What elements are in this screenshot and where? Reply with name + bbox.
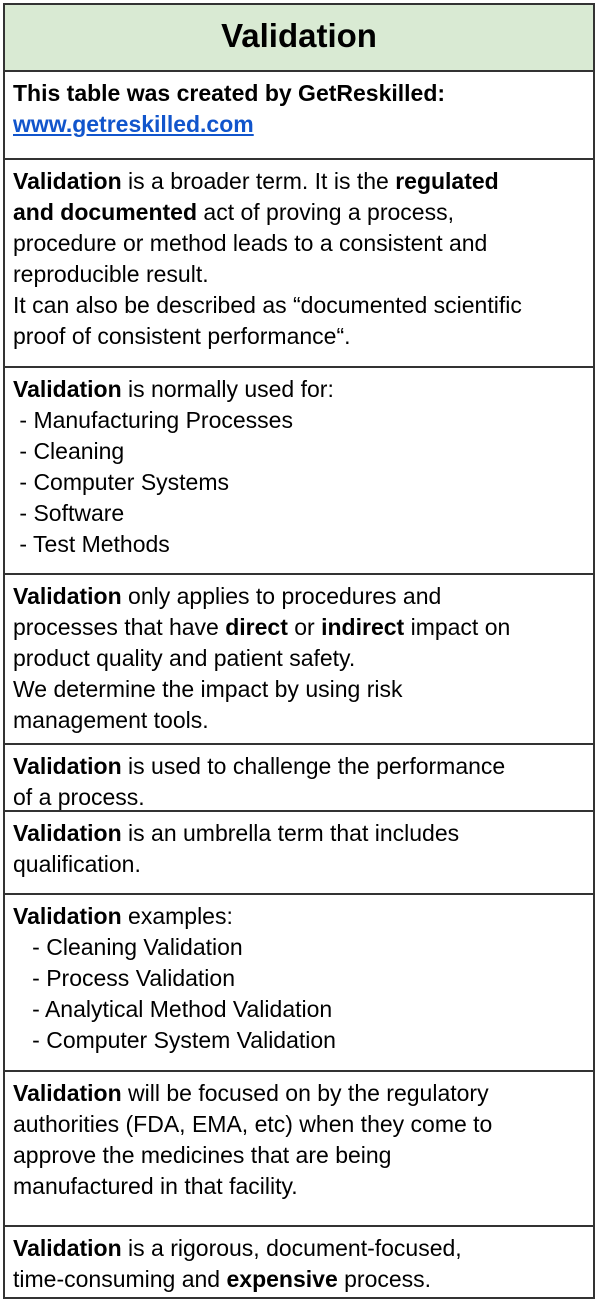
text-line <box>13 751 585 782</box>
text: is a broader term. It is the <box>121 168 396 194</box>
text-line <box>13 1025 585 1056</box>
bold-text: Validation <box>13 903 122 929</box>
table-row <box>5 1227 593 1299</box>
text: - Software <box>13 500 125 526</box>
text-line <box>13 849 585 880</box>
text-line <box>13 529 585 560</box>
text: - Analytical Method Validation <box>13 996 333 1022</box>
text: approve the medicines that are being <box>13 1142 392 1168</box>
text: act of proving a process, <box>197 199 454 225</box>
text-line <box>13 78 585 109</box>
validation-table <box>3 3 595 1299</box>
bold-text: Validation <box>13 583 122 609</box>
text-line <box>13 782 585 812</box>
bold-text: expensive <box>226 1266 338 1292</box>
text: manufactured in that facility. <box>13 1173 298 1199</box>
text-line <box>13 818 585 849</box>
text-line <box>13 1264 585 1295</box>
text: is a rigorous, document-focused, <box>121 1235 462 1261</box>
text: - Manufacturing Processes <box>13 407 293 433</box>
text: or <box>287 614 322 640</box>
text-line <box>13 612 585 643</box>
text: of a process. <box>13 784 145 810</box>
text: product quality and patient safety. <box>13 645 356 671</box>
table-row <box>5 895 593 1072</box>
text-line <box>13 1233 585 1264</box>
text-line <box>13 197 585 228</box>
text-line <box>13 374 585 405</box>
table-row <box>5 368 593 575</box>
bold-text: Validation <box>13 1235 122 1261</box>
table-row <box>5 745 593 812</box>
table-row <box>5 812 593 895</box>
text: will be focused on by the regulatory <box>121 1080 489 1106</box>
bold-text: regulated <box>395 168 499 194</box>
table-row <box>5 160 593 368</box>
text: procedure or method leads to a consistent and <box>13 230 488 256</box>
text: qualification. <box>13 851 141 877</box>
text: proof of consistent performance“. <box>13 323 351 349</box>
text: - Process Validation <box>13 965 236 991</box>
getreskilled-link[interactable]: www.getreskilled.com <box>13 111 254 137</box>
text-line <box>13 405 585 436</box>
text: examples: <box>121 903 233 929</box>
bold-text: direct <box>225 614 288 640</box>
text: - Computer Systems <box>13 469 229 495</box>
text-line <box>13 705 585 736</box>
text-line <box>13 290 585 321</box>
text-line <box>13 467 585 498</box>
text: time-consuming and <box>13 1266 227 1292</box>
text: is an umbrella term that includes <box>121 820 460 846</box>
text-line <box>13 109 585 140</box>
text: reproducible result. <box>13 261 209 287</box>
text: - Cleaning Validation <box>13 934 243 960</box>
bold-text: Validation <box>13 1080 122 1106</box>
bold-text: Validation <box>13 168 122 194</box>
table-row <box>5 575 593 745</box>
text-line <box>13 436 585 467</box>
text-line <box>13 674 585 705</box>
text: - Computer System Validation <box>13 1027 336 1053</box>
text-line <box>13 932 585 963</box>
table-row <box>5 72 593 160</box>
text: impact on <box>404 614 511 640</box>
bold-text: Validation <box>13 820 122 846</box>
text: We determine the impact by using risk <box>13 676 403 702</box>
text: - Cleaning <box>13 438 125 464</box>
bold-text: Validation <box>13 753 122 779</box>
text-line <box>13 1078 585 1109</box>
bold-text: This table was created by GetReskilled: <box>13 80 446 106</box>
text-line <box>13 228 585 259</box>
text: is normally used for: <box>121 376 334 402</box>
bold-text: Validation <box>13 376 122 402</box>
text-line <box>13 963 585 994</box>
table-header: Validation <box>5 5 593 72</box>
text-line <box>13 1171 585 1202</box>
text-line <box>13 166 585 197</box>
text: only applies to procedures and <box>121 583 442 609</box>
text: management tools. <box>13 707 209 733</box>
text-line <box>13 498 585 529</box>
text-line <box>13 1109 585 1140</box>
text-line <box>13 259 585 290</box>
bold-text: and documented <box>13 199 198 225</box>
text-line <box>13 1140 585 1171</box>
text: is used to challenge the performance <box>121 753 506 779</box>
table-row <box>5 1072 593 1227</box>
text: It can also be described as “documented scientific <box>13 292 522 318</box>
text: process. <box>337 1266 432 1292</box>
text-line <box>13 321 585 352</box>
text: processes that have <box>13 614 226 640</box>
bold-text: indirect <box>321 614 405 640</box>
text: authorities (FDA, EMA, etc) when they come to <box>13 1111 493 1137</box>
text-line <box>13 581 585 612</box>
text-line <box>13 901 585 932</box>
text: - Test Methods <box>13 531 170 557</box>
text-line <box>13 994 585 1025</box>
text-line <box>13 643 585 674</box>
